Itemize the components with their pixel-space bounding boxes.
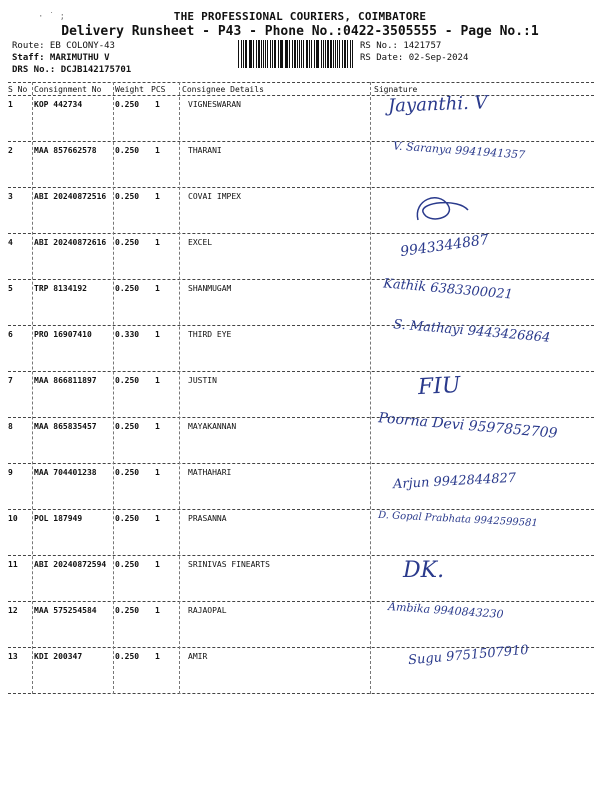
row-consignment: MAA 857662578 xyxy=(34,146,97,155)
row-consignee: THIRD EYE xyxy=(188,330,232,339)
barcode-bar xyxy=(289,40,290,68)
barcode-bar xyxy=(241,40,242,68)
handwritten-signature: Ambika 9940843230 xyxy=(387,599,504,622)
table-row xyxy=(8,231,594,279)
row-consignee: RAJAOPAL xyxy=(188,606,227,615)
barcode-bar xyxy=(333,40,334,68)
barcode-bar xyxy=(280,40,281,68)
company-name: THE PROFESSIONAL COURIERS, COIMBATORE xyxy=(173,10,427,23)
barcode-bar xyxy=(342,40,343,68)
barcode-bar xyxy=(321,40,322,68)
barcode-bar xyxy=(294,40,296,68)
barcode-bar xyxy=(339,40,340,68)
barcode-bar xyxy=(330,40,331,68)
handwritten-signature: Kathik 6383300021 xyxy=(382,276,514,303)
barcode-bar xyxy=(327,40,329,68)
barcode-bar xyxy=(309,40,310,68)
header-sno: S No xyxy=(8,85,28,94)
barcode-bar xyxy=(258,40,260,68)
row-consignee: THARANI xyxy=(188,146,222,155)
row-sno: 13 xyxy=(8,652,18,661)
row-pcs: 1 xyxy=(155,560,160,569)
row-weight: 0.250 xyxy=(115,376,140,385)
row-sno: 2 xyxy=(8,146,13,155)
barcode-bar xyxy=(323,40,324,68)
barcode-bar xyxy=(325,40,326,68)
row-consignment: ABI 20240872616 xyxy=(34,238,107,247)
barcode xyxy=(238,40,354,68)
table-row xyxy=(8,372,594,417)
barcode-bar xyxy=(253,40,254,68)
row-sno: 6 xyxy=(8,330,13,339)
row-weight: 0.250 xyxy=(115,192,140,201)
row-consignment: ABI 20240872594 xyxy=(34,560,107,569)
row-weight: 0.250 xyxy=(115,468,140,477)
row-consignment: KDI 200347 xyxy=(34,652,83,661)
barcode-bar xyxy=(256,40,257,68)
row-weight: 0.250 xyxy=(115,146,140,155)
table-header xyxy=(8,83,594,95)
barcode-bar xyxy=(306,40,308,68)
row-consignment: MAA 866811897 xyxy=(34,376,97,385)
barcode-bar xyxy=(272,40,273,68)
barcode-bar xyxy=(263,40,264,68)
table-row xyxy=(8,276,594,325)
barcode-bar xyxy=(292,40,293,68)
row-pcs: 1 xyxy=(155,422,160,431)
row-sno: 8 xyxy=(8,422,13,431)
handwritten-signature: FIU xyxy=(417,372,462,401)
header-consignee: Consignee Details xyxy=(182,85,264,94)
column-divider xyxy=(113,82,114,694)
row-pcs: 1 xyxy=(155,514,160,523)
row-consignee: COVAI IMPEX xyxy=(188,192,241,201)
handwritten-signature: D. Gopal Prabhata 9942599581 xyxy=(377,509,539,530)
barcode-bar xyxy=(299,40,300,68)
barcode-bar xyxy=(278,40,279,68)
row-sno: 11 xyxy=(8,560,18,569)
row-pcs: 1 xyxy=(155,468,160,477)
row-weight: 0.330 xyxy=(115,330,140,339)
barcode-bar xyxy=(347,40,348,68)
row-consignee: AMIR xyxy=(188,652,208,661)
column-divider xyxy=(32,82,33,694)
drs-number: DRS No.: DCJB142175701 xyxy=(12,65,132,75)
row-sno: 3 xyxy=(8,192,13,201)
barcode-bar xyxy=(249,40,250,68)
barcode-bar xyxy=(286,40,287,68)
row-weight: 0.250 xyxy=(115,652,140,661)
row-weight: 0.250 xyxy=(115,100,140,109)
barcode-bar xyxy=(265,40,266,68)
route-label: Route: EB COLONY-43 xyxy=(12,41,115,51)
row-consignee: MAYAKANNAN xyxy=(188,422,237,431)
row-weight: 0.250 xyxy=(115,560,140,569)
table-row xyxy=(8,188,594,233)
runsheet-title: Delivery Runsheet - P43 - Phone No.:0422-3505555 - Page No.:1 xyxy=(61,24,539,39)
barcode-bar xyxy=(243,40,244,68)
header-consignment: Consignment No xyxy=(34,85,102,94)
handwritten-signature: DK. xyxy=(403,558,445,583)
row-sno: 9 xyxy=(8,468,13,477)
handwritten-signature: Jayanthi. V xyxy=(387,92,488,117)
row-weight: 0.250 xyxy=(115,238,140,247)
row-rule xyxy=(8,693,594,694)
runsheet-table xyxy=(8,82,594,694)
barcode-bar xyxy=(261,40,262,68)
corner-mark: · ˙ ; xyxy=(38,12,66,22)
staff-label: Staff: MARIMUTHU V xyxy=(12,53,110,63)
barcode-bar xyxy=(303,40,304,68)
row-consignment: POL 187949 xyxy=(34,514,83,523)
barcode-bar xyxy=(314,40,315,68)
row-weight: 0.250 xyxy=(115,606,140,615)
barcode-bar xyxy=(316,40,317,68)
barcode-bar xyxy=(267,40,268,68)
barcode-bar xyxy=(238,40,239,68)
row-sno: 10 xyxy=(8,514,18,523)
handwritten-signature: Poorna Devi 9597852709 xyxy=(377,410,558,442)
header-pcs: PCS xyxy=(151,85,166,94)
barcode-bar xyxy=(337,40,338,68)
header-weight: Weight xyxy=(115,85,144,94)
row-consignment: PRO 16907410 xyxy=(34,330,92,339)
table-row xyxy=(8,317,594,371)
row-sno: 7 xyxy=(8,376,13,385)
rs-date: RS Date: 02-Sep-2024 xyxy=(360,53,469,63)
table-row xyxy=(8,464,594,509)
barcode-bar xyxy=(350,40,351,68)
barcode-bar xyxy=(281,40,282,68)
row-consignment: MAA 865835457 xyxy=(34,422,97,431)
row-pcs: 1 xyxy=(155,376,160,385)
row-weight: 0.250 xyxy=(115,514,140,523)
handwritten-signature: Arjun 9942844827 xyxy=(392,470,517,493)
row-pcs: 1 xyxy=(155,652,160,661)
table-row xyxy=(8,92,594,141)
table-row xyxy=(8,642,594,693)
row-consignee: SHANMUGAM xyxy=(188,284,232,293)
barcode-bar xyxy=(270,40,271,68)
row-weight: 0.250 xyxy=(115,422,140,431)
row-pcs: 1 xyxy=(155,192,160,201)
barcode-bar xyxy=(297,40,298,68)
barcode-bar xyxy=(317,40,318,68)
row-consignment: MAA 704401238 xyxy=(34,468,97,477)
row-pcs: 1 xyxy=(155,146,160,155)
barcode-bar xyxy=(250,40,251,68)
row-pcs: 1 xyxy=(155,606,160,615)
row-consignee: EXCEL xyxy=(188,238,213,247)
table-row xyxy=(8,510,594,555)
row-consignment: ABI 20240872516 xyxy=(34,192,107,201)
table-row xyxy=(8,556,594,601)
row-pcs: 1 xyxy=(155,100,160,109)
row-pcs: 1 xyxy=(155,238,160,247)
barcode-bar xyxy=(301,40,302,68)
barcode-bar xyxy=(335,40,336,68)
column-divider xyxy=(370,82,371,694)
handwritten-signature: S. Mathayi 9443426864 xyxy=(392,317,551,346)
row-sno: 4 xyxy=(8,238,13,247)
row-consignee: SRINIVAS FINEARTS xyxy=(188,560,270,569)
row-consignee: MATHAHARI xyxy=(188,468,232,477)
handwritten-signature: 9943344887 xyxy=(399,231,490,261)
barcode-bar xyxy=(274,40,276,68)
rs-number: RS No.: 1421757 xyxy=(360,41,442,51)
table-row xyxy=(8,410,594,463)
handwritten-signature: Sugu 9751507910 xyxy=(407,642,530,669)
row-consignment: MAA 575254584 xyxy=(34,606,97,615)
table-row xyxy=(8,139,594,187)
row-weight: 0.250 xyxy=(115,284,140,293)
row-pcs: 1 xyxy=(155,330,160,339)
row-sno: 5 xyxy=(8,284,13,293)
barcode-bar xyxy=(245,40,247,68)
barcode-bar xyxy=(285,40,286,68)
row-consignee: JUSTIN xyxy=(188,376,217,385)
table-row xyxy=(8,599,594,647)
handwritten-signature: V. Saranya 9941941357 xyxy=(392,139,526,162)
row-consignee: VIGNESWARAN xyxy=(188,100,241,109)
row-sno: 1 xyxy=(8,100,13,109)
row-consignment: KOP 442734 xyxy=(34,100,83,109)
column-divider xyxy=(179,82,180,694)
header-signature: Signature xyxy=(374,85,418,94)
barcode-bar xyxy=(311,40,312,68)
barcode-bar xyxy=(352,40,353,68)
row-sno: 12 xyxy=(8,606,18,615)
row-consignee: PRASANNA xyxy=(188,514,227,523)
row-pcs: 1 xyxy=(155,284,160,293)
barcode-bar xyxy=(344,40,346,68)
row-consignment: TRP 8134192 xyxy=(34,284,87,293)
table-body xyxy=(8,92,594,694)
signature-scribble xyxy=(408,190,478,230)
